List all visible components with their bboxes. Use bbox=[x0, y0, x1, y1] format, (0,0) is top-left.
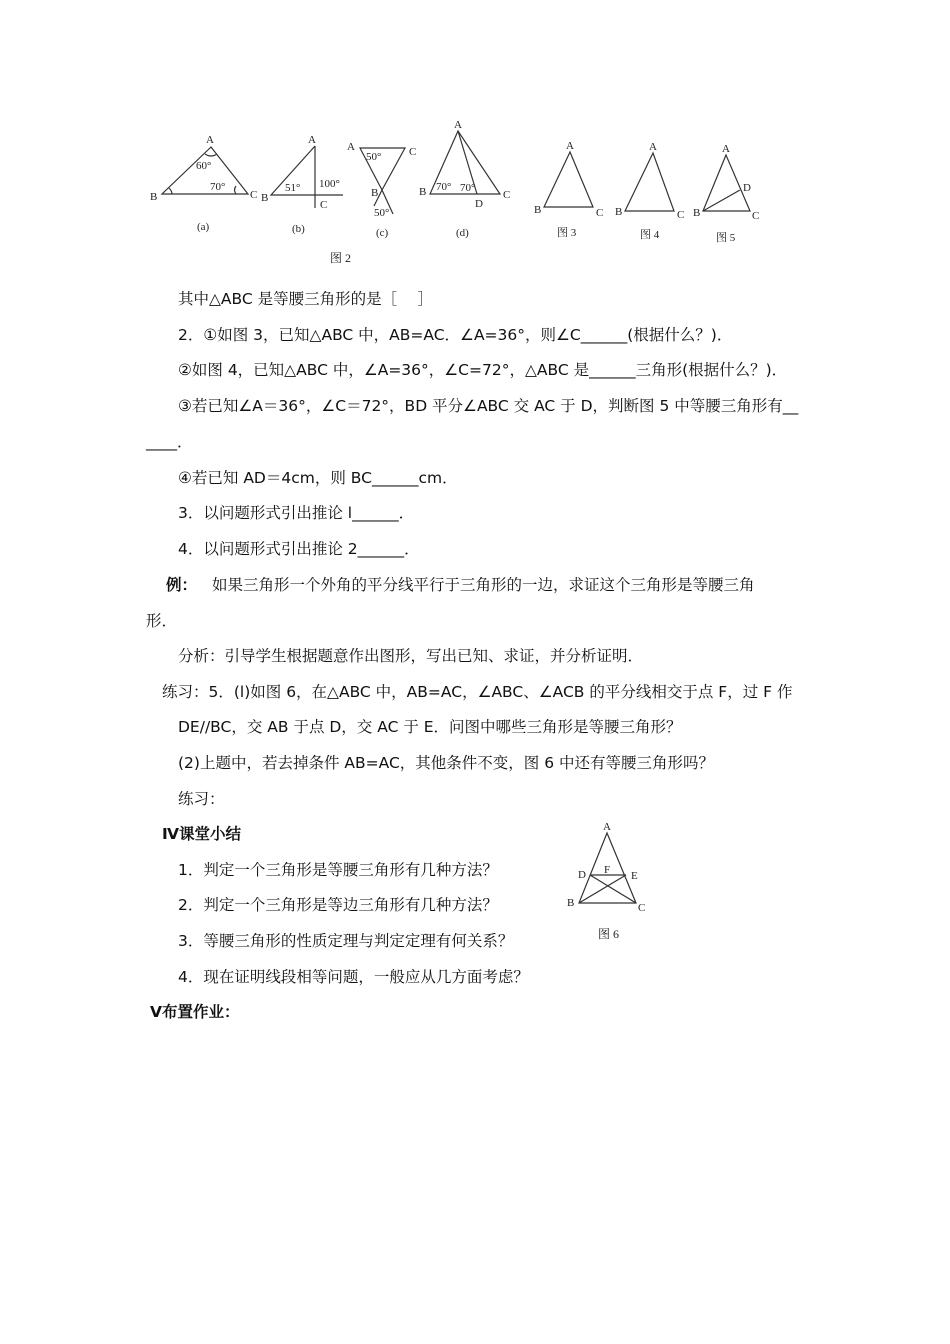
fig6-label-D: D bbox=[578, 869, 586, 881]
line-q2-4: ④若已知 AD＝4cm，则 BC______cm． bbox=[178, 469, 458, 487]
summary-item-1: 1．判定一个三角形是等腰三角形有几种方法？ bbox=[178, 861, 498, 879]
heading-homework: Ⅴ布置作业： bbox=[150, 1003, 240, 1021]
fig6-caption: 图 6 bbox=[598, 927, 620, 941]
fig2a-label-B: B bbox=[150, 191, 158, 203]
line-q2-2: ②如图 4，已知△ABC 中，∠A=36°，∠C=72°，△ABC 是______三角形(根据什么？)． bbox=[178, 361, 788, 379]
fig5-label-C: C bbox=[752, 210, 760, 222]
fig2c-angle-A: 50° bbox=[366, 151, 382, 163]
fig6-label-F: F bbox=[604, 864, 611, 876]
fig2d-caption: (d) bbox=[456, 227, 469, 239]
summary-item-3: 3．等腰三角形的性质定理与判定定理有何关系？ bbox=[178, 932, 514, 950]
fig2d-label-D: D bbox=[475, 198, 483, 210]
fig2d-label-B: B bbox=[419, 186, 427, 198]
fig2d-label-A: A bbox=[454, 119, 462, 131]
fig2b-label-A: A bbox=[308, 134, 316, 146]
fig2a-label-A: A bbox=[206, 134, 214, 146]
line-example-cont: 形． bbox=[146, 612, 178, 630]
fig5-caption: 图 5 bbox=[716, 232, 736, 244]
figure-2a bbox=[150, 134, 257, 233]
fig2d-label-C: C bbox=[503, 189, 511, 201]
example-label: 例： bbox=[166, 576, 198, 594]
fig2a-angle-C: 70° bbox=[210, 181, 226, 193]
fig3-caption: 图 3 bbox=[557, 227, 577, 239]
line-practice-5-cont: DE//BC，交 AB 于点 D，交 AC 于 E．问图中哪些三角形是等腰三角形？ bbox=[178, 718, 682, 736]
figure-4 bbox=[615, 141, 684, 241]
fig2-caption: 图 2 bbox=[330, 251, 352, 265]
fig2b-angle-ext: 100° bbox=[319, 178, 340, 190]
figure-2d bbox=[419, 119, 510, 239]
fig2b-label-C: C bbox=[320, 199, 328, 211]
figure-6 bbox=[567, 821, 645, 941]
summary-item-4: 4．现在证明线段相等问题，一般应从几方面考虑？ bbox=[178, 968, 529, 986]
fig4-label-A: A bbox=[649, 141, 657, 153]
fig3-label-B: B bbox=[534, 204, 542, 216]
fig2c-label-A: A bbox=[347, 141, 355, 153]
fig2d-angle-2: 70° bbox=[460, 182, 476, 194]
figure-5 bbox=[693, 143, 759, 244]
fig6-label-B: B bbox=[567, 897, 575, 909]
fig2a-caption: (a) bbox=[197, 221, 210, 233]
line-answer-choice: 其中△ABC 是等腰三角形的是［ ］ bbox=[178, 290, 434, 308]
fig3-label-A: A bbox=[566, 140, 574, 152]
fig4-label-C: C bbox=[677, 209, 685, 221]
fig2d-angle-1: 70° bbox=[436, 181, 452, 193]
fig2c-label-B: B bbox=[371, 187, 379, 199]
fig5-label-D: D bbox=[743, 182, 751, 194]
fig2b-caption: (b) bbox=[292, 223, 305, 235]
fig5-label-A: A bbox=[722, 143, 730, 155]
line-q4: 4．以问题形式引出推论 2______． bbox=[178, 540, 420, 558]
line-q2-3: ③若已知∠A＝36°，∠C＝72°，BD 平分∠ABC 交 AC 于 D，判断图 5 中等腰三角形有__ bbox=[178, 397, 799, 415]
fig2a-angle-A: 60° bbox=[196, 160, 212, 172]
line-practice: 练习： bbox=[178, 790, 225, 808]
line-q2-1: 2．①如图 3，已知△ABC 中，AB=AC．∠A=36°，则∠C______(根据什么？)． bbox=[178, 326, 733, 344]
fig2a-label-C: C bbox=[250, 189, 258, 201]
fig6-label-E: E bbox=[631, 870, 638, 882]
line-example: 如果三角形一个外角的平分线平行于三角形的一边，求证这个三角形是等腰三角 bbox=[212, 576, 755, 594]
fig5-label-B: B bbox=[693, 207, 701, 219]
line-analysis: 分析：引导学生根据题意作出图形，写出已知、求证，并分析证明． bbox=[178, 647, 644, 665]
line-q2-3-cont: ____． bbox=[146, 433, 193, 451]
fig4-caption: 图 4 bbox=[640, 229, 660, 241]
fig2b-label-B: B bbox=[261, 192, 269, 204]
fig2c-angle-ext: 50° bbox=[374, 207, 390, 219]
figure-2b bbox=[261, 134, 343, 235]
summary-item-2: 2．判定一个三角形是等边三角形有几种方法？ bbox=[178, 896, 498, 914]
fig6-label-A: A bbox=[603, 821, 611, 833]
line-q3: 3．以问题形式引出推论 l______． bbox=[178, 504, 415, 522]
fig6-label-C: C bbox=[638, 902, 646, 914]
fig4-label-B: B bbox=[615, 206, 623, 218]
fig2c-caption: (c) bbox=[376, 227, 389, 239]
fig2c-label-C: C bbox=[409, 146, 417, 158]
heading-summary: Ⅳ课堂小结 bbox=[162, 825, 242, 843]
fig2b-angle-B: 51° bbox=[285, 182, 301, 194]
figure-2c bbox=[347, 141, 416, 239]
line-practice-5: 练习：5．(l)如图 6，在△ABC 中，AB=AC，∠ABC、∠ACB 的平分线相交于点 F，过 F 作 bbox=[162, 683, 793, 701]
line-practice-5-2: (2)上题中，若去掉条件 AB=AC，其他条件不变，图 6 中还有等腰三角形吗？ bbox=[178, 754, 714, 772]
fig3-label-C: C bbox=[596, 207, 604, 219]
figure-3 bbox=[534, 140, 603, 239]
